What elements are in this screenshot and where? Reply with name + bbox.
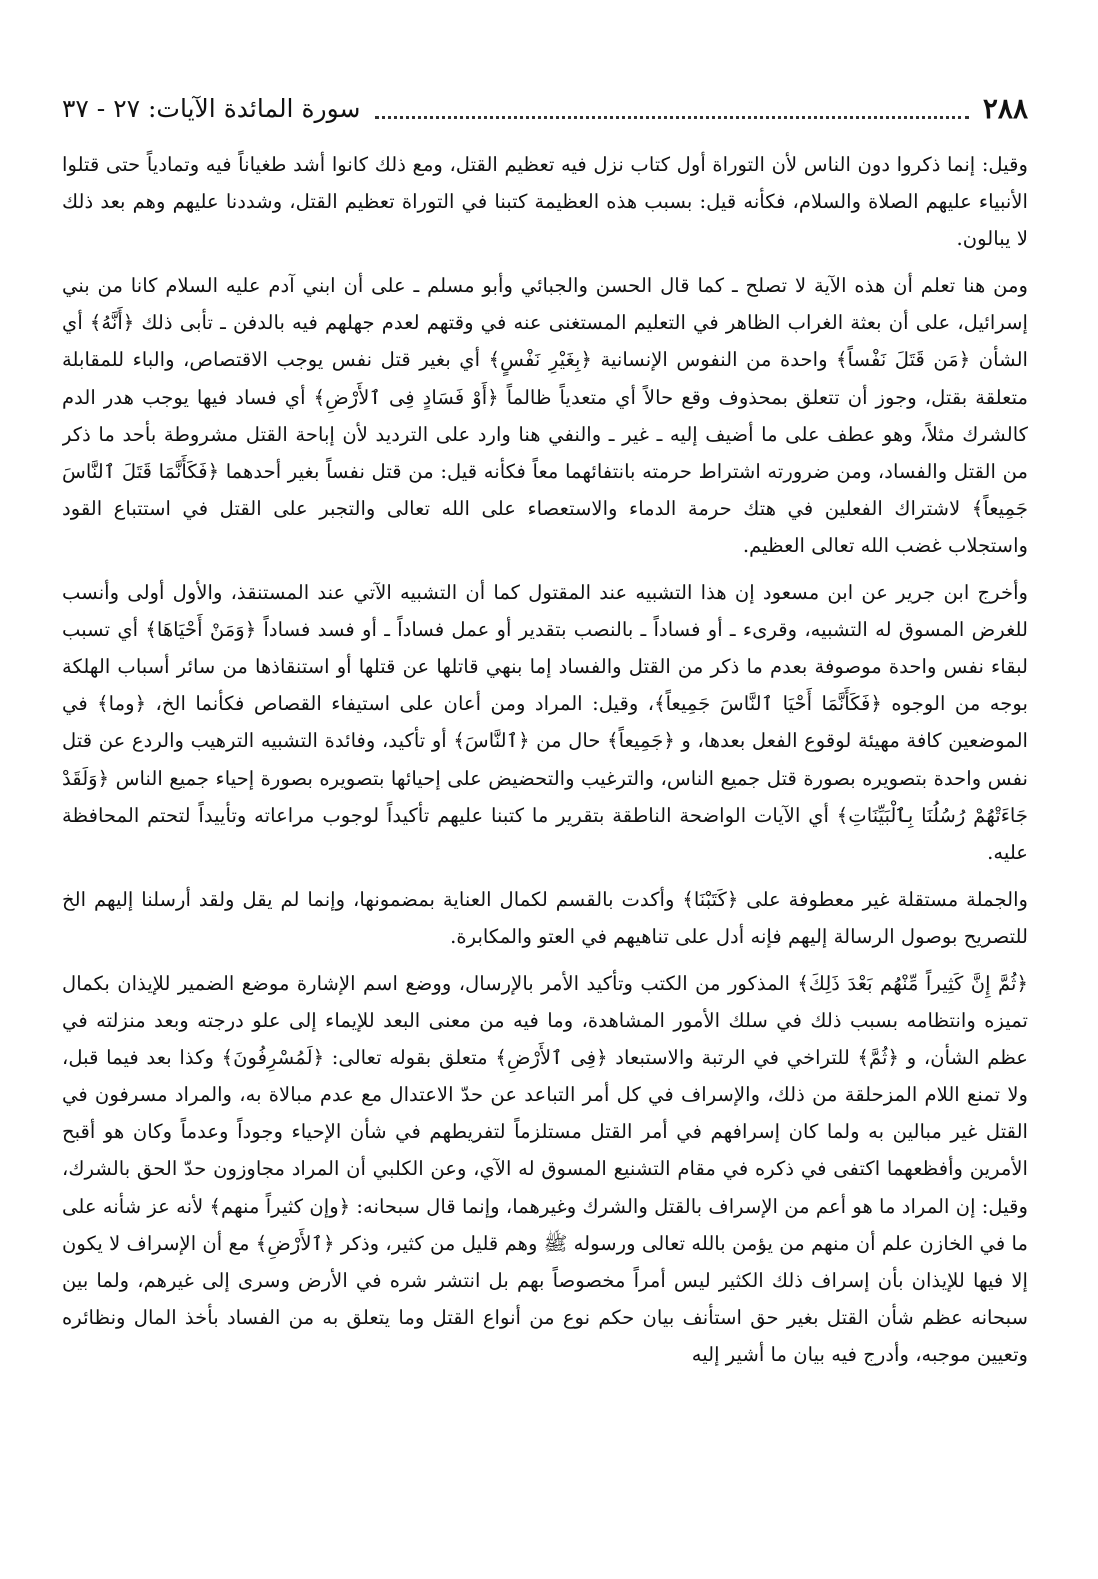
header-dotted-leader xyxy=(375,102,969,119)
running-title: سورة المائدة الآيات: ٢٧ - ٣٧ xyxy=(62,93,361,123)
paragraph: وأخرج ابن جرير عن ابن مسعود إن هذا التشبيه عند المقتول كما أن التشبيه الآتي عند المستنقذ، والأول أولى وأنسب للغرض المسوق له التشبيه، وقرىء ـ أو فساداً ـ بالنصب بتقدير أو عمل فساداً ـ أو فسد فساداً ﴿وَمَنْ أَحْيَاهَا﴾ أي تسبب لبقاء نفس واحدة موصوفة بعدم ما ذكر من القتل والفساد إما بنهي قاتلها عن قتلها أو استنقاذها من سائر أسباب الهلكة بوجه من الوجوه ﴿فَكَأَنَّمَا أَحْيَا ٱلنَّاسَ جَمِيعاً﴾، وقيل: المراد ومن أعان على استيفاء القصاص فكأنما الخ، ﴿وما﴾ في الموضعين كافة مهيئة لوقوع الفعل بعدها، و ﴿جَمِيعاً﴾ حال من ﴿ٱلنَّاسَ﴾ أو تأكيد، وفائدة التشبيه الترهيب والردع عن قتل نفس واحدة بتصويره بصورة قتل جميع الناس، والترغيب والتحضيض على إحيائها بتصويره بصورة إحياء جميع الناس ﴿وَلَقَدْ جَاءَتْهُمْ رُسُلُنَا بِٱلْبَيِّنَاتِ﴾ أي الآيات الواضحة الناطقة بتقرير ما كتبنا عليهم تأكيداً لوجوب مراعاته وتأييداً لتحتم المحافظة عليه. xyxy=(62,581,1028,864)
page-number: ٢٨٨ xyxy=(982,91,1028,125)
page-body xyxy=(62,146,1028,1559)
paragraph: والجملة مستقلة غير معطوفة على ﴿كَتَبْنَا﴾ وأكدت بالقسم لكمال العناية بمضمونها، وإنما لم يقل ولقد أرسلنا إليهم الخ للتصريح بوصول الرسالة إليهم فإنه أدل على تناهيهم في العتو والمكابرة. xyxy=(62,887,1028,948)
paragraph: وقيل: إنما ذكروا دون الناس لأن التوراة أول كتاب نزل فيه تعظيم القتل، ومع ذلك كانوا أشد طغياناً فيه وتمادياً حتى قتلوا الأنبياء عليهم الصلاة والسلام، فكأنه قيل: بسبب هذه العظيمة كتبنا في التوراة تعظيم القتل، وشددنا عليهم وهم بعد ذلك لا يبالون. xyxy=(62,153,1028,251)
paragraph: ومن هنا تعلم أن هذه الآية لا تصلح ـ كما قال الحسن والجبائي وأبو مسلم ـ على أن ابني آدم عليه السلام كانا من بني إسرائيل، على أن بعثة الغراب الظاهر في التعليم المستغنى عنه في وقتهم لعدم جهلهم فيه بالدفن ـ تأبى ذلك ﴿أَنَّهُ﴾ أي الشأن ﴿مَن قَتَلَ نَفْساً﴾ واحدة من النفوس الإنسانية ﴿بِغَيْرِ نَفْسٍ﴾ أي بغير قتل نفس يوجب الاقتصاص، والباء للمقابلة متعلقة بقتل، وجوز أن تتعلق بمحذوف وقع حالاً أي متعدياً ظالماً ﴿أَوْ فَسَادٍ فِى ٱلأَرْضِ﴾ أي فساد فيها يوجب هدر الدم كالشرك مثلاً، وهو عطف على ما أضيف إليه ـ غير ـ والنفي هنا وارد على الترديد لأن إباحة القتل مشروطة بأحد ما ذكر من القتل والفساد، ومن ضرورته اشتراط حرمته بانتفائهما معاً فكأنه قيل: من قتل نفساً بغير أحدهما ﴿فَكَأَنَّمَا قَتَلَ ٱلنَّاسَ جَمِيعاً﴾ لاشتراك الفعلين في هتك حرمة الدماء والاستعصاء على الله تعالى والتجبر على القتل في استتباع القود واستجلاب غضب الله تعالى العظيم. xyxy=(62,274,1028,557)
page-header xyxy=(62,88,1028,128)
paragraph: ﴿ثُمَّ إِنَّ كَثِيراً مِّنْهُم بَعْدَ ذَلِكَ﴾ المذكور من الكتب وتأكيد الأمر بالإرسال، ووضع اسم الإشارة موضع الضمير للإيذان بكمال تميزه وانتظامه بسبب ذلك في سلك الأمور المشاهدة، وما فيه من معنى البعد للإيماء إلى علو درجته وبعد منزلته في عظم الشأن، و ﴿ثُمَّ﴾ للتراخي في الرتبة والاستبعاد ﴿فِى ٱلأَرْضِ﴾ متعلق بقوله تعالى: ﴿لَمُسْرِفُونَ﴾ وكذا بعد فيما قبل، ولا تمنع اللام المزحلقة من ذلك، والإسراف في كل أمر التباعد عن حدّ الاعتدال مع عدم مبالاة به، والمراد مسرفون في القتل غير مبالين به ولما كان إسرافهم في أمر القتل مستلزماً لتفريطهم في شأن الإحياء وجوداً وعدماً وكان هو أقبح الأمرين وأفظعهما اكتفى في ذكره في مقام التشنيع المسوق له الآي، وعن الكلبي أن المراد مجاوزون حدّ الحق بالشرك، وقيل: إن المراد ما هو أعم من الإسراف بالقتل والشرك وغيرهما، وإنما قال سبحانه: ﴿وإن كثيراً منهم﴾ لأنه عز شأنه على ما في الخازن علم أن منهم من يؤمن بالله تعالى ورسوله ﷺ وهم قليل من كثير، وذكر ﴿ٱلأَرْضِ﴾ مع أن الإسراف لا يكون إلا فيها للإيذان بأن إسراف ذلك الكثير ليس أمراً مخصوصاً بهم بل انتشر شره في الأرض وسرى إلى غيرهم، ولما بين سبحانه عظم شأن القتل بغير حق استأنف بيان حكم نوع من أنواع القتل وما يتعلق به من الفساد بأخذ المال ونظائره وتعيين موجبه، وأدرج فيه بيان ما أشير إليه xyxy=(62,971,1028,1366)
